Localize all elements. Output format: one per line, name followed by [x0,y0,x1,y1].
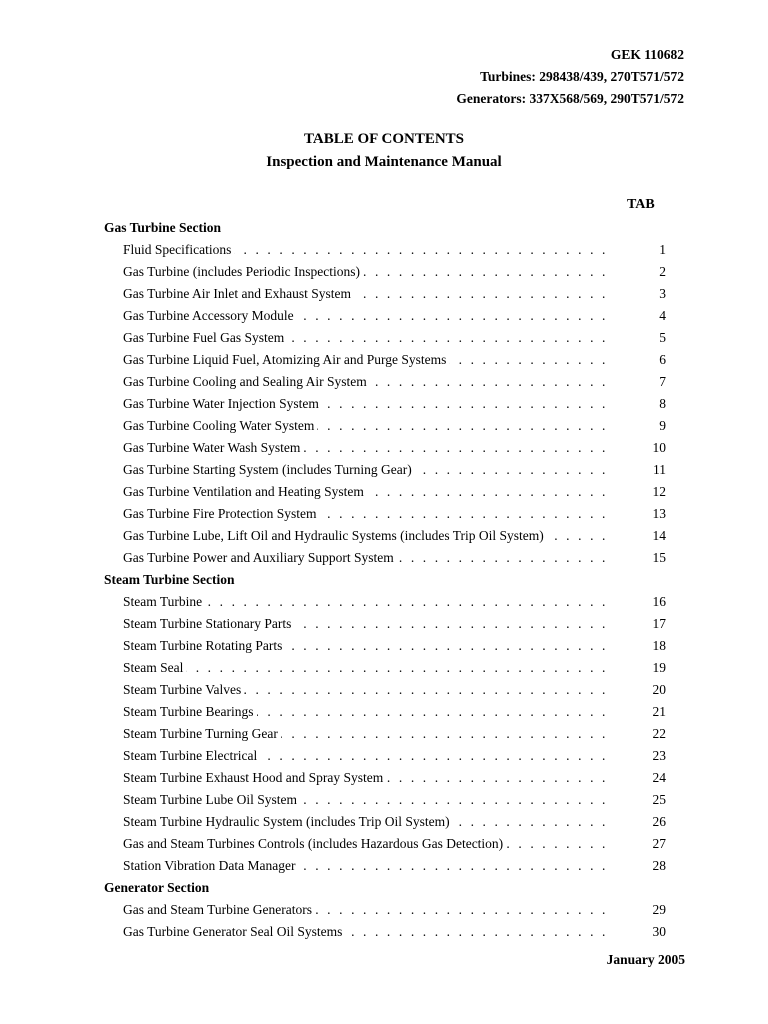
toc-entry-tab-number: 21 [652,704,666,719]
toc-entry-label: Steam Turbine Valves [123,682,244,697]
toc-entry-label: Gas Turbine Starting System (includes Turning Gear) [123,462,415,477]
toc-entry-tab-number: 3 [659,286,666,301]
toc-entry-tab-number: 13 [652,506,666,521]
toc-entry-tab-number: 7 [659,374,666,389]
toc-entry [104,855,676,877]
toc-entry-label: Gas Turbine Water Wash System [123,440,303,455]
toc-entry [104,239,676,261]
toc-entry-tab-number: 10 [652,440,666,455]
toc-entry-label: Gas Turbine Air Inlet and Exhaust System [123,286,354,301]
toc-entry-label: Gas Turbine Cooling Water System [123,418,317,433]
page-title: TABLE OF CONTENTS [303,131,465,147]
toc-entry-tab-number: 4 [659,308,666,323]
toc-entry-tab-number: 26 [652,814,666,829]
toc-entry-tab-number: 24 [652,770,666,785]
toc-entry-label: Gas Turbine Water Injection System [123,396,322,411]
dot-leader [123,657,608,679]
toc-entry [104,833,676,855]
toc-entry [104,789,676,811]
toc-entry-tab-number: 16 [652,594,666,609]
toc-entry-tab-number: 12 [652,484,666,499]
toc-entry-tab-number: 1 [659,242,666,257]
toc-entry-label: Steam Turbine Electrical [123,748,260,763]
toc-entry [104,393,676,415]
toc-entry-label: Gas Turbine Accessory Module [123,308,297,323]
toc-entry [104,679,676,701]
toc-entry-label: Steam Turbine Rotating Parts [123,638,285,653]
toc-entry-tab-number: 23 [652,748,666,763]
toc-entry-tab-number: 22 [652,726,666,741]
toc-entry-label: Gas Turbine Liquid Fuel, Atomizing Air and Purge Systems [123,352,449,367]
toc-entry-label: Gas Turbine Power and Auxiliary Support System [123,550,397,565]
toc-entry [104,591,676,613]
toc-entry-tab-number: 15 [652,550,666,565]
toc-entry [104,327,676,349]
toc-entry-label: Steam Turbine Hydraulic System (includes Trip Oil System) [123,814,453,829]
toc-entry-label: Gas Turbine Ventilation and Heating System [123,484,367,499]
section-title: Generator Section [104,880,210,895]
toc-entry-tab-number: 25 [652,792,666,807]
toc-entry [104,481,676,503]
toc-entry-tab-number: 30 [652,924,666,939]
toc-entry-label: Station Vibration Data Manager [123,858,299,873]
toc-entry-label: Gas Turbine Generator Seal Oil Systems [123,924,345,939]
toc-entry [104,899,676,921]
toc-entry [104,613,676,635]
toc-entry [104,459,676,481]
toc-entry [104,525,676,547]
table-of-contents [104,217,676,943]
toc-entry-label: Gas and Steam Turbine Generators [123,902,315,917]
toc-entry [104,371,676,393]
toc-entry [104,349,676,371]
tab-column-header: TAB [627,197,655,212]
toc-entry-tab-number: 29 [652,902,666,917]
toc-entry-label: Gas Turbine Cooling and Sealing Air System [123,374,370,389]
toc-entry [104,415,676,437]
toc-entry [104,701,676,723]
toc-entry-tab-number: 6 [659,352,666,367]
toc-entry-tab-number: 14 [652,528,666,543]
toc-entry-label: Steam Seal [123,660,186,675]
toc-entry [104,261,676,283]
toc-entry-label: Gas Turbine Lube, Lift Oil and Hydraulic Systems (includes Trip Oil System) [123,528,547,543]
section-title: Steam Turbine Section [104,572,235,587]
toc-entry [104,767,676,789]
toc-entry-tab-number: 18 [652,638,666,653]
toc-entry-label: Steam Turbine Lube Oil System [123,792,300,807]
toc-entry-label: Steam Turbine [123,594,205,609]
toc-entry [104,283,676,305]
toc-entry-label: Fluid Specifications [123,242,234,257]
generators-line: Generators: 337X568/569, 290T571/572 [456,91,684,106]
toc-entry [104,503,676,525]
toc-entry-tab-number: 5 [659,330,666,345]
toc-entry-label: Gas Turbine (includes Periodic Inspections) [123,264,363,279]
toc-entry-tab-number: 17 [652,616,666,631]
toc-entry-tab-number: 11 [653,462,666,477]
toc-entry [104,547,676,569]
toc-entry [104,305,676,327]
toc-entry-tab-number: 8 [659,396,666,411]
toc-entry [104,921,676,943]
turbines-line: Turbines: 298438/439, 270T571/572 [480,69,684,84]
toc-entry-label: Steam Turbine Stationary Parts [123,616,294,631]
toc-entry [104,723,676,745]
toc-entry [104,635,676,657]
document-header [456,44,684,110]
toc-entry [104,657,676,679]
toc-entry-label: Steam Turbine Bearings [123,704,257,719]
toc-entry-tab-number: 2 [659,264,666,279]
toc-entry-tab-number: 9 [659,418,666,433]
toc-entry-label: Gas Turbine Fuel Gas System [123,330,287,345]
footer-date: January 2005 [606,952,685,967]
toc-entry-label: Steam Turbine Exhaust Hood and Spray System [123,770,386,785]
toc-entry-label: Gas Turbine Fire Protection System [123,506,320,521]
section-title: Gas Turbine Section [104,220,222,235]
toc-entry-tab-number: 27 [652,836,666,851]
toc-entry-label: Gas and Steam Turbines Controls (includes Hazardous Gas Detection) [123,836,506,851]
toc-entry-tab-number: 19 [652,660,666,675]
doc-number: GEK 110682 [610,47,684,62]
toc-entry-label: Steam Turbine Turning Gear [123,726,281,741]
toc-entry-tab-number: 28 [652,858,666,873]
toc-entry [104,437,676,459]
toc-entry [104,811,676,833]
toc-entry-tab-number: 20 [652,682,666,697]
toc-entry [104,745,676,767]
page-subtitle: Inspection and Maintenance Manual [266,154,502,170]
